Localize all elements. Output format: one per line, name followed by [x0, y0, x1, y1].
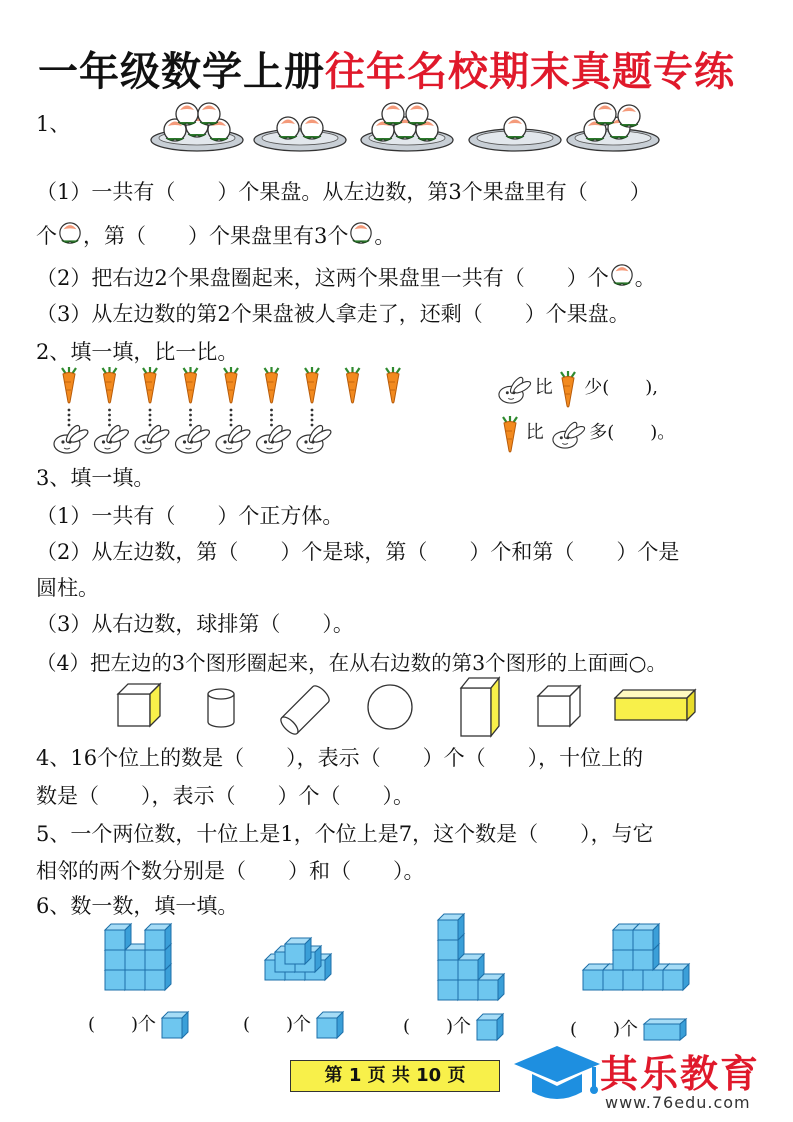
cube-stacks-illustration — [100, 918, 740, 998]
q6-blank-label: ( )个 — [570, 1019, 639, 1040]
cube-stack-2 — [265, 938, 331, 980]
rabbit-icon — [176, 424, 212, 453]
title-black: 一年级数学上册 — [38, 48, 325, 95]
q1-s1-text-b: ，第（ ）个果盘里有3个 — [83, 224, 349, 248]
q3-heading: 3、填一填。 — [36, 466, 155, 490]
carrot-icon — [346, 367, 360, 403]
carrots-rabbits-illustration — [55, 366, 395, 456]
carrot-icon — [386, 367, 400, 403]
compare-rabbit-carrot — [495, 370, 658, 406]
q1-s2-text: （2）把右边2个果盘圈起来，这两个果盘里一共有（ ）个 — [36, 266, 609, 290]
q4-line2: 数是（ ），表示（ ）个（ ）。 — [36, 784, 414, 808]
carrot-icon — [265, 367, 279, 403]
q3-sub4: （4）把左边的3个图形圈起来，在从右边数的第3个图形的上面画○。 — [36, 651, 668, 675]
shape-cube-1 — [118, 684, 160, 726]
compare-1-shao: 少( ), — [584, 377, 658, 398]
rabbit-icon — [495, 376, 529, 400]
q5-line1: 5、一个两位数，十位上是1，个位上是7，这个数是（ ），与它 — [36, 822, 654, 846]
question-1-number: 1、 — [36, 112, 71, 136]
title-red: 往年名校期末真题专练 — [325, 48, 735, 95]
rabbit-icon — [297, 424, 333, 453]
q3-sub2-line2: 圆柱。 — [36, 576, 99, 600]
plate-4 — [469, 117, 561, 151]
carrot-icon — [500, 415, 520, 451]
shape-sphere — [368, 685, 412, 729]
q6-blank-label: ( )个 — [88, 1014, 157, 1035]
small-cube-icon — [477, 1014, 503, 1040]
dotted-link — [149, 409, 152, 427]
shapes-row-illustration — [110, 672, 730, 742]
q1-s2-end: 。 — [634, 266, 656, 290]
dotted-link — [270, 409, 273, 427]
rabbit-icon — [54, 424, 90, 453]
q3-sub2-line1: （2）从左边数，第（ ）个是球，第（ ）个和第（ ）个是 — [36, 540, 680, 564]
shape-cylinder-1 — [208, 689, 234, 727]
rabbit-icon — [216, 424, 252, 453]
rabbit-icon — [95, 424, 131, 453]
compare-2-bi: 比 — [525, 422, 544, 443]
carrot-icon — [143, 367, 157, 403]
q1-sub1-line1: （1）一共有（ ）个果盘。从左边数，第3个果盘里有（ ） — [36, 180, 651, 204]
cube-stack-1 — [105, 924, 171, 990]
q6-blank-4 — [570, 1015, 688, 1041]
peach-icon — [57, 221, 83, 241]
cube-stack-4 — [583, 924, 689, 990]
shape-cylinder-2 — [278, 683, 332, 737]
q1-sub3: （3）从左边数的第2个果盘被人拿走了，还剩（ ）个果盘。 — [36, 302, 630, 326]
rabbit-icon — [135, 424, 171, 453]
dotted-link — [189, 409, 192, 427]
carrot-icon — [305, 367, 319, 403]
q3-sub1: （1）一共有（ ）个正方体。 — [36, 504, 344, 528]
small-cube-icon — [317, 1012, 343, 1038]
graduation-cap-logo-icon — [512, 1042, 602, 1112]
rabbit-icon — [549, 421, 583, 445]
q6-blank-3 — [403, 1012, 503, 1040]
q2-heading: 2、填一填，比一比。 — [36, 340, 239, 364]
plate-1 — [151, 103, 243, 151]
plate-5 — [567, 103, 659, 151]
q6-blank-label: ( )个 — [403, 1016, 472, 1037]
compare-2-duo: 多( )。 — [589, 422, 676, 443]
shape-tall-cuboid — [461, 678, 499, 736]
cube-stack-3 — [438, 914, 504, 1000]
small-cube-icon — [162, 1012, 188, 1038]
dotted-link — [311, 409, 314, 427]
carrot-icon — [224, 367, 238, 403]
dotted-link — [108, 409, 111, 427]
shape-long-cuboid — [615, 690, 695, 720]
shape-cube-2 — [538, 686, 580, 726]
rabbit-icon — [257, 424, 293, 453]
q4-line1: 4、16个位上的数是（ ），表示（ ）个（ ），十位上的 — [36, 746, 644, 770]
q1-s1-text-c: 。 — [374, 224, 396, 248]
q6-blank-2 — [243, 1010, 343, 1038]
q6-heading: 6、数一数，填一填。 — [36, 894, 239, 918]
q6-blank-label: ( )个 — [243, 1014, 312, 1035]
q1-sub2 — [36, 262, 656, 292]
page-number-box: 第 1 页 共 10 页 — [290, 1060, 500, 1092]
q5-line2: 相邻的两个数分别是（ ）和（ ）。 — [36, 859, 425, 883]
flat-cuboid-icon — [644, 1019, 688, 1041]
fruit-plates-illustration — [145, 100, 785, 160]
carrot-icon — [558, 370, 578, 406]
peach-icon — [609, 263, 635, 283]
q1-s1-text-a: 个 — [36, 224, 57, 248]
plate-3 — [361, 103, 453, 151]
compare-1-bi: 比 — [534, 377, 553, 398]
q1-sub1-line2 — [36, 220, 395, 250]
dotted-link — [230, 409, 233, 427]
dotted-link — [68, 409, 71, 427]
plate-2 — [254, 117, 346, 151]
brand-url: www.76edu.com — [605, 1093, 751, 1112]
page-title — [38, 40, 735, 97]
q3-sub3: （3）从右边数，球排第（ ）。 — [36, 612, 354, 636]
brand-name: 其乐教育 — [600, 1052, 761, 1096]
carrot-icon — [62, 367, 76, 403]
peach-icon — [348, 221, 374, 241]
compare-carrot-rabbit — [500, 415, 675, 451]
carrot-icon — [184, 367, 198, 403]
carrot-icon — [103, 367, 117, 403]
q6-blank-1 — [88, 1010, 188, 1038]
